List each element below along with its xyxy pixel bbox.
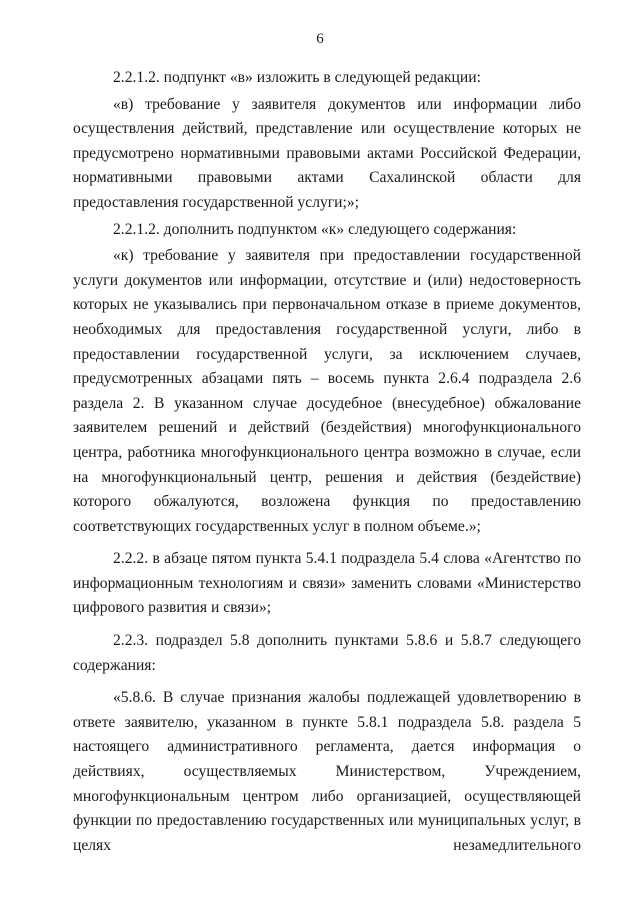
paragraph-2-2-1-2-add-k: 2.2.1.2. дополнить подпунктом «к» следующего содержания:: [113, 220, 517, 238]
page-number: 6: [316, 31, 324, 47]
paragraph-2-2-1-2-header: 2.2.1.2. подпункт «в» изложить в следующей редакции:: [113, 69, 481, 86]
document-body: [73, 66, 581, 858]
paragraph-item-v: «в) требование у заявителя документов или информации либо осуществления действий, представление или осуществление которых не предусмотрено нормативными правовыми актами Российской Федерации, нормативными правовыми актами Сахалинской области для предоставления государственной услуги;»;: [73, 95, 581, 211]
paragraph-5-8-6: «5.8.6. В случае признания жалобы подлежащей удовлетворению в ответе заявителю, указанном в пункте 5.8.1 подраздела 5.8. раздела 5 настоящего административного регламента, дается информация о действиях, осуществляемых Министерством, Учреждением, многофункциональным центром либо организацией, осуществляющей функции по предоставлению государственных или муниципальных услуг, в целях незамедлительного: [73, 689, 581, 854]
paragraph-item-k: «к) требование у заявителя при предоставлении государственной услуги документов или информации, отсутствие и (или) недостоверность которых не указывались при первоначальном отказе в приеме документов, необходимых для предоставления государственной услуги, либо в предоставлении государственной услуги, за исключением случаев, предусмотренных абзацами пять – восемь пункта 2.6.4 подраздела 2.6 раздела 2. В указанном случае досудебное (внесудебное) обжалование заявителем решений и действий (бездействия) многофункционального центра, работника многофункционального центра возможно в случае, если на многофункциональный центр, решения и действия (бездействие) которого обжалуются, возложена функция по предоставлению соответствующих государственных услуг в полном объеме.»;: [73, 247, 581, 535]
paragraph-2-2-2: 2.2.2. в абзаце пятом пункта 5.4.1 подраздела 5.4 слова «Агентство по информационным технологиям и связи» заменить словами «Министерство цифрового развития и связи»;: [73, 550, 581, 617]
paragraph-2-2-3: 2.2.3. подраздел 5.8 дополнить пунктами 5.8.6 и 5.8.7 следующего содержания:: [73, 632, 581, 674]
